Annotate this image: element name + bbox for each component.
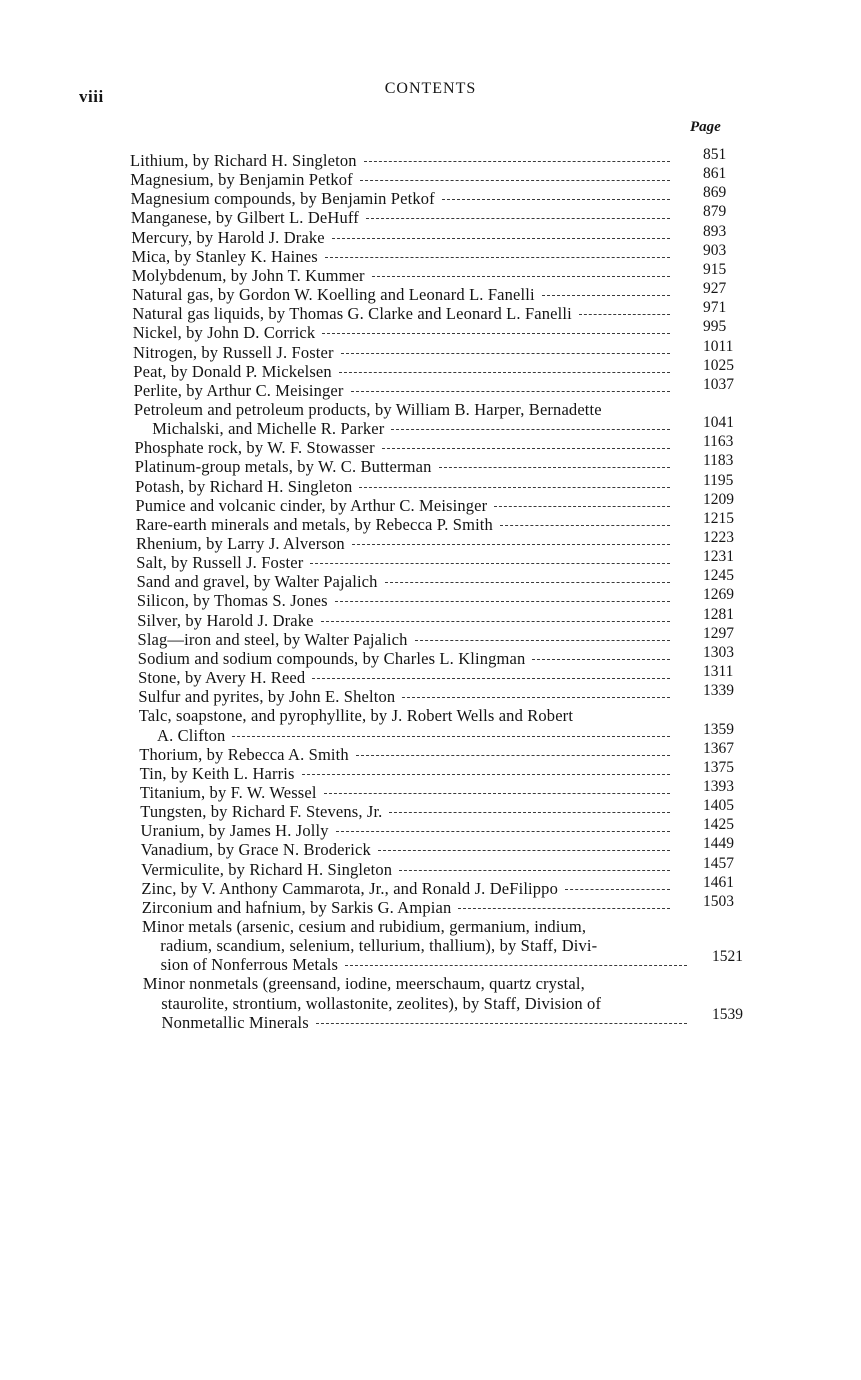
entry-page-number: 1539: [712, 1005, 743, 1023]
entry-line: [133, 343, 670, 362]
dot-leader: [402, 696, 670, 698]
entry-page-number: 1269: [703, 586, 734, 604]
entry-page-number: 1461: [703, 873, 734, 891]
entry-title: Nitrogen, by Russell J. Foster: [133, 342, 334, 362]
dot-leader: [542, 294, 670, 296]
entry-line: [130, 151, 670, 170]
entry-line: [131, 228, 670, 247]
page-title: CONTENTS: [384, 80, 477, 97]
entry-line: [143, 974, 690, 993]
entry-page-number: 1183: [703, 452, 734, 470]
entry-line: [139, 745, 670, 764]
entry-page-number: 1215: [703, 509, 734, 527]
dot-leader: [341, 352, 670, 354]
dot-leader: [565, 888, 670, 890]
entry-title: Salt, by Russell J. Foster: [136, 553, 304, 573]
dot-leader: [322, 332, 670, 334]
dot-leader: [316, 1022, 687, 1024]
entry-line: [135, 477, 670, 496]
entry-title: Stone, by Avery H. Reed: [138, 668, 306, 688]
entry-title: Rhenium, by Larry J. Alverson: [136, 534, 345, 553]
entry-title: Sodium and sodium compounds, by Charles L. Klingman: [137, 648, 526, 668]
entry-title: staurolite, strontium, wollastonite, zeolites), by Staff, Division of: [161, 993, 602, 1013]
entry-line: [138, 630, 671, 649]
entry-page-number: 927: [703, 280, 727, 298]
entry-continuation-line: [152, 419, 670, 438]
entry-line: [142, 917, 690, 936]
dot-leader: [325, 256, 670, 258]
dot-leader: [232, 735, 670, 737]
entry-line: [140, 802, 670, 821]
entry-title: Magnesium, by Benjamin Petkof: [130, 170, 353, 190]
entry-title: Uranium, by James H. Jolly: [140, 821, 329, 841]
entry-line: [132, 304, 670, 323]
dot-leader: [360, 179, 670, 181]
entry-page-number: 1457: [703, 854, 734, 872]
entry-line: [142, 898, 670, 917]
entry-title: Silver, by Harold J. Drake: [137, 610, 314, 630]
entry-page-number: 1393: [703, 777, 734, 795]
entry-title: Mercury, by Harold J. Drake: [131, 227, 325, 247]
entry-page-number: 1011: [703, 337, 734, 355]
dot-leader: [399, 869, 670, 871]
dot-leader: [321, 620, 670, 622]
entry-title: Vanadium, by Grace N. Broderick: [140, 840, 371, 860]
entry-page-number: 893: [703, 222, 727, 240]
entry-title: Minor nonmetals (greensand, iodine, meerschaum, quartz crystal,: [142, 974, 585, 994]
entry-line: [138, 687, 670, 706]
entry-title: Peat, by Donald P. Mickelsen: [133, 361, 332, 381]
dot-leader: [324, 792, 670, 794]
entry-page-number: 1521: [712, 948, 743, 966]
dot-leader: [389, 811, 670, 813]
entry-page-number: 869: [703, 184, 727, 202]
entry-line: [141, 840, 670, 859]
entry-line: [134, 381, 670, 400]
dot-leader: [494, 505, 670, 507]
entry-continuation-line: [161, 994, 690, 1013]
entry-line: [139, 706, 690, 725]
entry-title: Natural gas liquids, by Thomas G. Clarke and Leonard L. Fanelli: [132, 304, 572, 324]
entry-title: Lithium, by Richard H. Singleton: [130, 151, 357, 170]
entry-line: [132, 247, 671, 266]
entry-page-number: 903: [703, 241, 727, 259]
entry-line: [135, 496, 670, 515]
entry-title: Tungsten, by Richard F. Stevens, Jr.: [140, 802, 383, 822]
dot-leader: [335, 600, 670, 602]
entry-page-number: 861: [703, 165, 727, 183]
entry-title: Sand and gravel, by Walter Pajalich: [136, 572, 378, 592]
entry-title: Magnesium compounds, by Benjamin Petkof: [130, 189, 435, 209]
entry-line: [136, 515, 670, 534]
entry-page-number: 1359: [703, 720, 734, 738]
entry-line: [141, 879, 670, 898]
entry-line: [134, 400, 690, 419]
entry-line: [140, 764, 670, 783]
entry-title: radium, scandium, selenium, tellurium, thallium), by Staff, Divi-: [160, 936, 598, 956]
dot-leader: [579, 313, 670, 315]
entry-page-number: 1231: [703, 548, 734, 566]
entry-title: Talc, soapstone, and pyrophyllite, by J. Robert Wells and Robert: [138, 706, 574, 726]
entry-line: [131, 208, 670, 227]
entry-line: [131, 189, 670, 208]
page-number: viii: [79, 87, 104, 106]
entry-page-number: 1281: [703, 605, 734, 623]
dot-leader: [359, 486, 670, 488]
entry-title: Thorium, by Rebecca A. Smith: [139, 744, 349, 764]
entry-title: Pumice and volcanic cinder, by Arthur C. Meisinger: [135, 495, 488, 515]
dot-leader: [378, 849, 670, 851]
entry-title: Molybdenum, by John T. Kummer: [131, 265, 365, 285]
entry-title: Titanium, by F. W. Wessel: [139, 782, 317, 802]
entry-title: Natural gas, by Gordon W. Koelling and Leonard L. Fanelli: [132, 285, 535, 305]
dot-leader: [382, 447, 670, 449]
entry-title: A. Clifton: [157, 725, 226, 745]
dot-leader: [336, 830, 670, 832]
entry-title: Slag—iron and steel, by Walter Pajalich: [137, 629, 408, 649]
entry-continuation-line: [162, 1013, 688, 1032]
entry-title: Mica, by Stanley K. Haines: [131, 246, 318, 266]
entry-title: Petroleum and petroleum products, by William B. Harper, Bernadette: [133, 399, 602, 419]
entry-page-number: 1303: [703, 643, 734, 661]
entry-title: Potash, by Richard H. Singleton: [135, 476, 353, 496]
entry-line: [137, 611, 670, 630]
dot-leader: [366, 217, 670, 219]
entry-page-number: 879: [703, 203, 727, 221]
entry-continuation-line: [160, 936, 690, 955]
entry-page-number: 1163: [703, 433, 734, 451]
entry-title: sion of Nonferrous Metals: [160, 955, 339, 975]
entry-page-number: 1449: [703, 835, 734, 853]
entry-title: Perlite, by Arthur C. Meisinger: [133, 380, 344, 400]
dot-leader: [391, 428, 670, 430]
entry-page-number: 915: [703, 260, 727, 278]
dot-leader: [372, 275, 670, 277]
entry-page-number: 1425: [703, 816, 734, 834]
dot-leader: [500, 524, 670, 526]
entry-title: Nonmetallic Minerals: [161, 1012, 309, 1032]
entry-page-number: 1223: [703, 529, 734, 546]
entry-page-number: 1503: [703, 892, 734, 910]
entry-page-number: 1311: [703, 663, 734, 681]
entry-line: [140, 783, 670, 802]
entry-continuation-line: [161, 955, 687, 974]
entry-title: Michalski, and Michelle R. Parker: [152, 419, 385, 439]
dot-leader: [345, 964, 687, 966]
dot-leader: [310, 562, 670, 564]
entry-line: [135, 438, 671, 457]
dot-leader: [332, 237, 670, 239]
entry-line: [137, 572, 670, 591]
entry-page-number: 1025: [703, 356, 734, 374]
entry-line: [141, 821, 671, 840]
entry-page-number: 1195: [703, 471, 734, 489]
entry-title: Phosphate rock, by W. F. Stowasser: [134, 438, 375, 458]
entry-page-number: 851: [703, 146, 727, 163]
entry-page-number: 1297: [703, 624, 734, 642]
dot-leader: [302, 773, 670, 775]
dot-leader: [351, 390, 670, 392]
entry-page-number: 1041: [703, 414, 734, 432]
entry-page-number: 1245: [703, 567, 734, 585]
page-column-heading: Page: [690, 119, 721, 135]
dot-leader: [458, 907, 670, 909]
entry-title: Sulfur and pyrites, by John E. Shelton: [138, 687, 396, 707]
entry-page-number: 1339: [703, 682, 734, 700]
entry-line: [132, 285, 670, 304]
entry-line: [138, 668, 670, 687]
entry-title: Platinum-group metals, by W. C. Butterman: [134, 457, 432, 477]
entry-title: Silicon, by Thomas S. Jones: [136, 591, 328, 611]
entry-page-number: 1037: [703, 375, 734, 393]
dot-leader: [339, 371, 670, 373]
entry-line: [136, 534, 670, 553]
entry-line: [133, 362, 670, 381]
dot-leader: [312, 677, 670, 679]
entry-continuation-line: [157, 726, 670, 745]
entry-page-number: 1375: [703, 758, 734, 776]
entry-title: Zinc, by V. Anthony Cammarota, Jr., and Ronald J. DeFilippo: [141, 878, 558, 898]
entry-line: [135, 457, 670, 476]
dot-leader: [352, 543, 670, 545]
entry-title: Vermiculite, by Richard H. Singleton: [141, 859, 393, 879]
entry-line: [138, 649, 670, 668]
entry-page-number: 995: [703, 318, 727, 336]
dot-leader: [415, 639, 671, 641]
entry-line: [141, 860, 670, 879]
dot-leader: [442, 198, 670, 200]
dot-leader: [364, 160, 670, 162]
entry-page-number: 1209: [703, 490, 734, 508]
entry-line: [136, 553, 670, 572]
dot-leader: [356, 754, 670, 756]
entry-page-number: 971: [703, 299, 727, 317]
entry-title: Nickel, by John D. Corrick: [132, 323, 316, 343]
dot-leader: [385, 581, 670, 583]
entry-title: Tin, by Keith L. Harris: [139, 763, 295, 783]
entry-line: [133, 323, 670, 342]
entry-title: Zirconium and hafnium, by Sarkis G. Ampian: [141, 897, 452, 917]
dot-leader: [532, 658, 670, 660]
entry-line: [132, 266, 670, 285]
entry-title: Rare-earth minerals and metals, by Rebecca P. Smith: [135, 514, 493, 534]
entry-page-number: 1367: [703, 739, 734, 757]
dot-leader: [439, 466, 670, 468]
entry-title: Manganese, by Gilbert L. DeHuff: [130, 208, 359, 228]
entry-page-number: 1405: [703, 797, 734, 815]
entry-line: [137, 591, 670, 610]
entry-title: Minor metals (arsenic, cesium and rubidium, germanium, indium,: [142, 917, 587, 936]
entry-line: [130, 170, 670, 189]
